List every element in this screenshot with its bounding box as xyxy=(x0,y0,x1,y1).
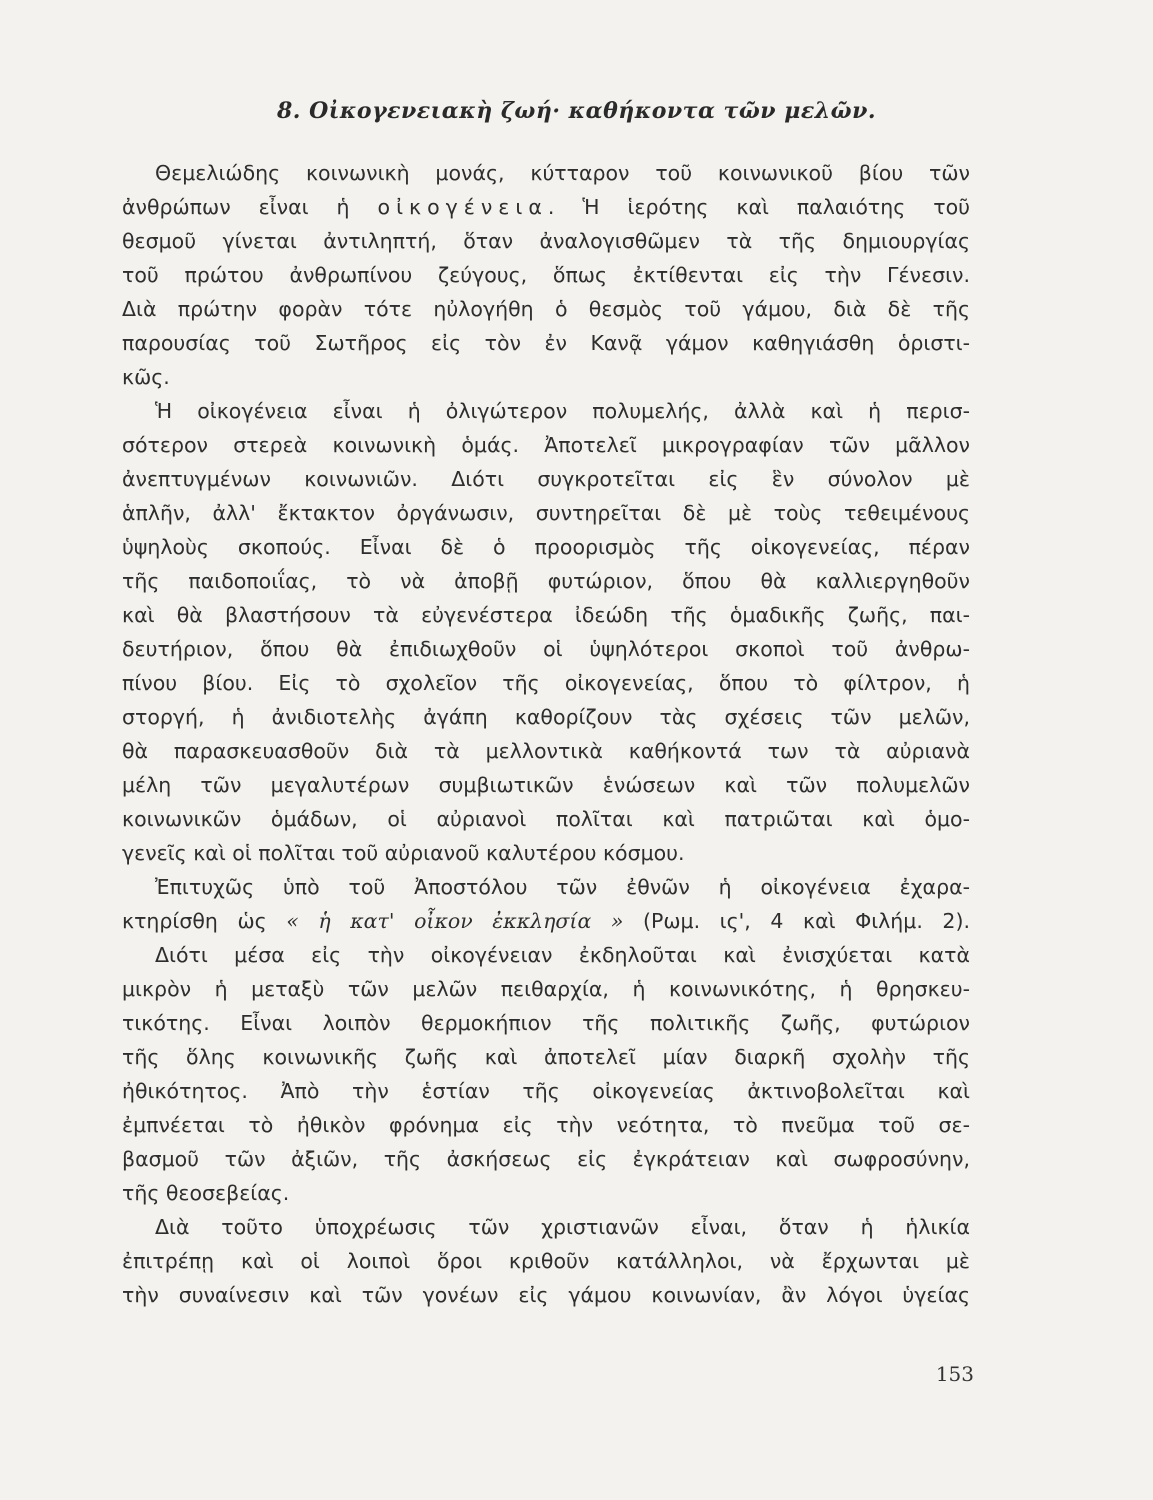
text-line: ἠθικότητος. Ἀπὸ τὴν ἑστίαν τῆς οἰκογενείας ἀκτινοβολεῖται καὶ xyxy=(122,1079,970,1103)
text-fragment: κτηρίσθη ὡς xyxy=(122,909,287,933)
text-line: βασμοῦ τῶν ἀξιῶν, τῆς ἀσκήσεως εἰς ἐγκράτειαν καὶ σωφροσύνην, xyxy=(122,1147,970,1171)
text-line: μικρὸν ἡ μεταξὺ τῶν μελῶν πειθαρχία, ἡ κοινωνικότης, ἡ θρησκευ- xyxy=(122,977,970,1001)
scripture-quote: « ἡ κατ' οἶκον ἐκκλησία » xyxy=(286,909,624,933)
text-fragment: (Ρωμ. ις', 4 καὶ Φιλήμ. 2). xyxy=(623,909,970,933)
text-line: Διὰ τοῦτο ὑποχρέωσις τῶν χριστιανῶν εἶναι, ὅταν ἡ ἡλικία xyxy=(155,1215,970,1239)
text-line: γενεῖς καὶ οἱ πολῖται τοῦ αὐριανοῦ καλυτέρου κόσμου. xyxy=(122,841,685,865)
section-heading: 8. Οἰκογενειακὴ ζωή· καθήκοντα τῶν μελῶν. xyxy=(277,98,876,124)
text-line: Θεμελιώδης κοινωνικὴ μονάς, κύτταρον τοῦ κοινωνικοῦ βίου τῶν xyxy=(155,161,970,185)
text-fragment: ἀνθρώπων εἶναι ἡ xyxy=(122,195,378,219)
text-line: στοργή, ἡ ἀνιδιοτελὴς ἀγάπη καθορίζουν τὰς σχέσεις τῶν μελῶν, xyxy=(122,705,970,729)
text-line: τικότης. Εἶναι λοιπὸν θερμοκήπιον τῆς πολιτικῆς ζωῆς, φυτώριον xyxy=(122,1011,970,1035)
text-line: τῆς παιδοποιΐας, τὸ νὰ ἀποβῇ φυτώριον, ὅπου θὰ καλλιεργηθοῦν xyxy=(122,569,970,593)
text-line: Ἡ οἰκογένεια εἶναι ἡ ὀλιγώτερον πολυμελής, ἀλλὰ καὶ ἡ περισ- xyxy=(155,399,970,423)
text-line: ἀνεπτυγμένων κοινωνιῶν. Διότι συγκροτεῖται εἰς ἓν σύνολον μὲ xyxy=(122,467,970,491)
text-line: ἐπιτρέπῃ καὶ οἱ λοιποὶ ὅροι κριθοῦν κατάλληλοι, νὰ ἔρχωνται μὲ xyxy=(122,1249,970,1273)
text-line: παρουσίας τοῦ Σωτῆρος εἰς τὸν ἐν Κανᾷ γάμον καθηγιάσθη ὁριστι- xyxy=(122,331,970,355)
text-line: Ἐπιτυχῶς ὑπὸ τοῦ Ἀποστόλου τῶν ἐθνῶν ἡ οἰκογένεια ἐχαρα- xyxy=(155,875,970,899)
text-line: τοῦ πρώτου ἀνθρωπίνου ζεύγους, ὅπως ἐκτίθενται εἰς τὴν Γένεσιν. xyxy=(122,263,970,287)
text-line: ὑψηλοὺς σκοπούς. Εἶναι δὲ ὁ προορισμὸς τῆς οἰκογενείας, πέραν xyxy=(122,535,970,559)
emphasized-word: οἰκογένεια xyxy=(377,195,548,219)
text-line xyxy=(122,904,970,938)
text-line: ἐμπνέεται τὸ ἠθικὸν φρόνημα εἰς τὴν νεότητα, τὸ πνεῦμα τοῦ σε- xyxy=(122,1113,970,1137)
text-line: κοινωνικῶν ὁμάδων, οἱ αὐριανοὶ πολῖται καὶ πατριῶται καὶ ὁμο- xyxy=(122,807,970,831)
text-line: ἁπλῆν, ἀλλ' ἔκτακτον ὀργάνωσιν, συντηρεῖται δὲ μὲ τοὺς τεθειμένους xyxy=(122,501,970,525)
text-line: τῆς θεοσεβείας. xyxy=(122,1181,290,1205)
text-fragment: . Ἡ ἱερότης καὶ παλαιότης τοῦ xyxy=(547,195,970,219)
text-line: τὴν συναίνεσιν καὶ τῶν γονέων εἰς γάμου κοινωνίαν, ἂν λόγοι ὑγείας xyxy=(122,1283,970,1307)
text-line: κῶς. xyxy=(122,365,170,389)
text-line: θὰ παρασκευασθοῦν διὰ τὰ μελλοντικὰ καθήκοντά των τὰ αὐριανὰ xyxy=(122,739,970,763)
page-number: 153 xyxy=(935,1362,974,1386)
text-line: θεσμοῦ γίνεται ἀντιληπτή, ὅταν ἀναλογισθῶμεν τὰ τῆς δημιουργίας xyxy=(122,229,970,253)
text-line: πίνου βίου. Εἰς τὸ σχολεῖον τῆς οἰκογενείας, ὅπου τὸ φίλτρον, ἡ xyxy=(122,671,970,695)
text-line: σότερον στερεὰ κοινωνικὴ ὁμάς. Ἀποτελεῖ μικρογραφίαν τῶν μᾶλλον xyxy=(122,433,970,457)
text-line: μέλη τῶν μεγαλυτέρων συμβιωτικῶν ἑνώσεων καὶ τῶν πολυμελῶν xyxy=(122,773,970,797)
body-text xyxy=(122,156,970,1312)
text-line: τῆς ὅλης κοινωνικῆς ζωῆς καὶ ἀποτελεῖ μίαν διαρκῆ σχολὴν τῆς xyxy=(122,1045,970,1069)
text-line: καὶ θὰ βλαστήσουν τὰ εὐγενέστερα ἰδεώδη τῆς ὁμαδικῆς ζωῆς, παι- xyxy=(122,603,970,627)
text-line xyxy=(122,190,970,224)
text-line: Διὰ πρώτην φορὰν τότε ηὐλογήθη ὁ θεσμὸς τοῦ γάμου, διὰ δὲ τῆς xyxy=(122,297,970,321)
text-line: δευτήριον, ὅπου θὰ ἐπιδιωχθοῦν οἱ ὑψηλότεροι σκοποὶ τοῦ ἀνθρω- xyxy=(122,637,970,661)
text-line: Διότι μέσα εἰς τὴν οἰκογένειαν ἐκδηλοῦται καὶ ἐνισχύεται κατὰ xyxy=(155,943,970,967)
